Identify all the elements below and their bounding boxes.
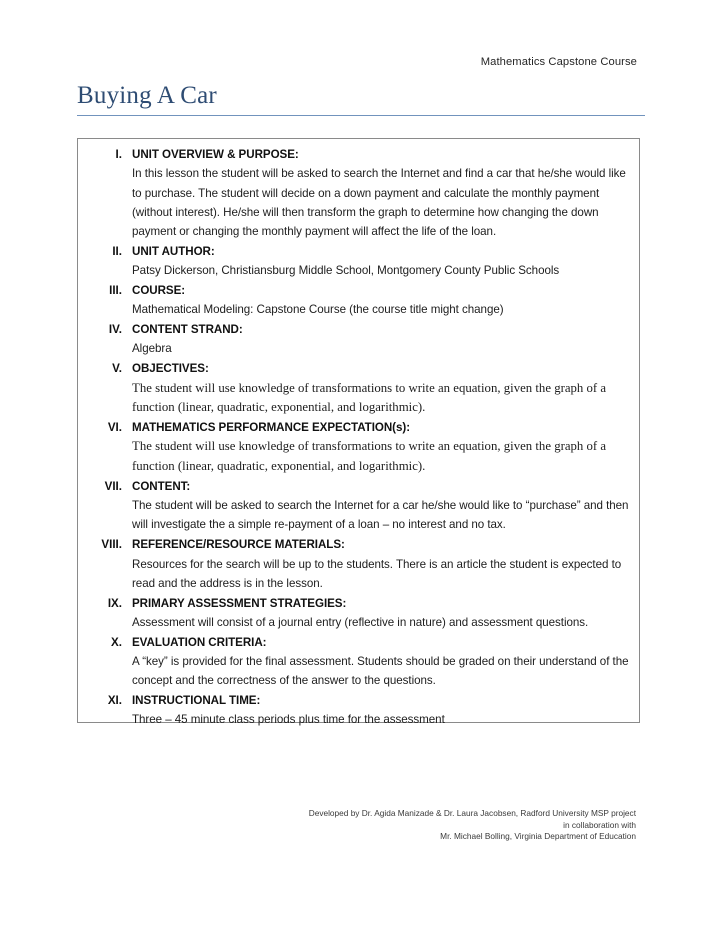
title-divider <box>77 115 645 116</box>
running-header: Mathematics Capstone Course <box>480 56 637 68</box>
section-numeral: I. <box>115 148 122 161</box>
section-body <box>122 691 631 730</box>
footer-line-3: Mr. Michael Bolling, Virginia Department of Education <box>440 831 636 842</box>
section-body <box>122 477 631 535</box>
section-heading: REFERENCE/RESOURCE MATERIALS: <box>132 538 345 552</box>
outline-section <box>78 242 639 281</box>
title-block <box>77 82 645 116</box>
section-body <box>122 320 631 359</box>
section-numeral: VII. <box>104 479 122 493</box>
section-heading: CONTENT STRAND: <box>132 323 243 337</box>
document-footer <box>77 808 636 843</box>
page-title: Buying A Car <box>77 82 217 109</box>
section-body <box>122 281 631 320</box>
section-body <box>122 633 631 691</box>
section-body <box>122 242 631 281</box>
section-body <box>122 535 631 593</box>
footer-line-1: Developed by Dr. Agida Manizade & Dr. Laura Jacobsen, Radford University MSP project <box>308 808 636 818</box>
section-heading: MATHEMATICS PERFORMANCE EXPECTATION(s): <box>132 421 411 435</box>
section-text: Patsy Dickerson, Christiansburg Middle School, Montgomery County Public Schools <box>132 264 560 278</box>
section-heading: UNIT OVERVIEW & PURPOSE: <box>132 148 299 161</box>
section-text: Mathematical Modeling: Capstone Course (the course title might change) <box>132 303 504 317</box>
section-numeral: VIII. <box>101 538 122 552</box>
section-heading: EVALUATION CRITERIA: <box>132 635 267 649</box>
section-numeral: XI. <box>107 694 122 708</box>
section-heading: CONTENT: <box>132 479 191 493</box>
section-heading: INSTRUCTIONAL TIME: <box>132 694 261 708</box>
outline-section <box>78 320 639 359</box>
outline-section <box>78 535 639 593</box>
outline-section <box>78 477 639 535</box>
lesson-outline-box <box>77 138 640 727</box>
outline-section <box>78 359 639 417</box>
section-numeral: X. <box>111 635 122 649</box>
section-numeral: III. <box>109 284 122 298</box>
section-text: The student will use knowledge of transformations to write an equation, given the graph of a function (linear, quadratic, exponential, and logarithmic). <box>132 439 607 473</box>
section-text: Assessment will consist of a journal entry (reflective in nature) and assessment questions. <box>132 615 589 629</box>
section-numeral: IX. <box>107 596 122 610</box>
outline-section <box>78 633 639 691</box>
section-text: The student will be asked to search the Internet for a car he/she would like to “purchase” and then will investigate the a simple re-payment of a loan – no interest and no tax. <box>132 499 629 532</box>
section-heading: PRIMARY ASSESSMENT STRATEGIES: <box>132 596 347 610</box>
section-heading: COURSE: <box>132 284 186 298</box>
section-body <box>122 145 631 241</box>
outline-section <box>78 418 639 476</box>
section-numeral: V. <box>112 362 122 376</box>
section-body <box>122 418 631 476</box>
section-numeral: II. <box>112 244 122 258</box>
section-text: Algebra <box>132 342 172 356</box>
outline-section <box>78 594 639 633</box>
section-body <box>122 594 631 633</box>
section-heading: UNIT AUTHOR: <box>132 244 215 258</box>
section-text: In this lesson the student will be asked to search the Internet and find a car that he/she would like to purchase. The student will decide on a down payment and calculate the monthly payment (without interest). He/she will then transform the graph to determine how changing the down payment or changing the monthly payment will affect the life of the loan. <box>132 167 626 239</box>
section-text: Three – 45 minute class periods plus time for the assessment <box>132 713 445 727</box>
section-text: The student will use knowledge of transformations to write an equation, given the graph of a function (linear, quadratic, exponential, and logarithmic). <box>132 380 607 415</box>
section-text: A “key” is provided for the final assessment. Students should be graded on their understand of the concept and the correctness of the answer to the questions. <box>132 655 629 688</box>
section-body <box>122 359 631 417</box>
outline-section <box>78 281 639 320</box>
section-numeral: VI. <box>107 421 122 435</box>
outline-section <box>78 691 639 730</box>
outline-section <box>78 145 639 241</box>
section-heading: OBJECTIVES: <box>132 362 209 376</box>
section-text: Resources for the search will be up to the students. There is an article the student is expected to read and the address is in the lesson. <box>132 557 622 590</box>
section-numeral: IV. <box>108 323 122 337</box>
footer-line-2: in collaboration with <box>563 819 636 830</box>
